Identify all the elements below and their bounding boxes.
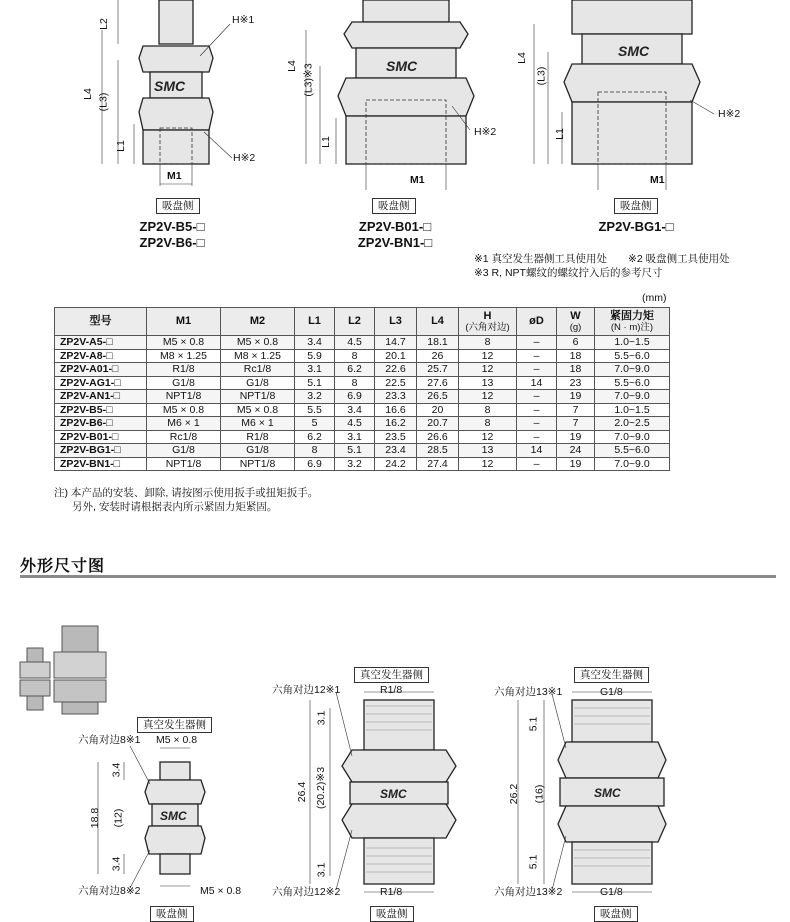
header-w-main: W xyxy=(570,309,581,322)
cell-m2: NPT1/8 xyxy=(221,457,295,471)
cell-m1: M6 × 1 xyxy=(147,417,221,431)
right-dim-middle: (16) xyxy=(533,784,546,804)
top-notes xyxy=(474,252,730,280)
cell-l1: 3.2 xyxy=(295,390,335,404)
cell-model: ZP2V-AN1-□ xyxy=(55,390,147,404)
cell-model: ZP2V-A5-□ xyxy=(55,336,147,350)
cell-l3: 16.6 xyxy=(375,403,417,417)
table-row xyxy=(55,403,670,417)
table-unit: (mm) xyxy=(642,292,667,304)
cell-l3: 22.5 xyxy=(375,376,417,390)
top-drawings xyxy=(0,0,790,200)
cell-m2: M6 × 1 xyxy=(221,417,295,431)
left-dim-overall: 18.8 xyxy=(89,807,102,829)
left-thread-top: M5 × 0.8 xyxy=(156,734,198,746)
right-model-names xyxy=(576,219,696,235)
cell-w: 19 xyxy=(557,430,595,444)
table-row xyxy=(55,349,670,363)
header-model: 型号 xyxy=(55,308,147,336)
table-row xyxy=(55,363,670,377)
header-w xyxy=(557,308,595,336)
right-brand-logo: SMC xyxy=(618,43,650,59)
table-row xyxy=(55,376,670,390)
right-m1-label: M1 xyxy=(650,174,665,186)
right-hex-top: 六角对边13※1 xyxy=(494,686,563,698)
table-row xyxy=(55,444,670,458)
table-row xyxy=(55,457,670,471)
cell-w: 18 xyxy=(557,363,595,377)
right-dim-bottom: 5.1 xyxy=(527,854,540,870)
cell-l1: 3.1 xyxy=(295,363,335,377)
cell-m1: NPT1/8 xyxy=(147,457,221,471)
cell-w: 19 xyxy=(557,457,595,471)
cell-od: – xyxy=(517,390,557,404)
header-m2: M2 xyxy=(221,308,295,336)
cell-l2: 4.5 xyxy=(335,417,375,431)
middle-dim-middle: (20.2)※3 xyxy=(315,766,328,810)
cell-od: – xyxy=(517,403,557,417)
cell-l4: 27.4 xyxy=(417,457,459,471)
cell-od: – xyxy=(517,417,557,431)
cell-l2: 3.1 xyxy=(335,430,375,444)
left-dim-middle: (12) xyxy=(112,808,125,828)
left-dim-top: 3.4 xyxy=(110,762,123,778)
spec-table-body xyxy=(55,336,670,471)
cell-l4: 18.1 xyxy=(417,336,459,350)
cell-torque: 1.0~1.5 xyxy=(595,336,670,350)
table-row xyxy=(55,430,670,444)
header-l1: L1 xyxy=(295,308,335,336)
middle-top-hex xyxy=(344,22,468,48)
left-top-thread xyxy=(159,0,193,44)
cell-torque: 7.0~9.0 xyxy=(595,363,670,377)
cell-model: ZP2V-BG1-□ xyxy=(55,444,147,458)
cell-torque: 5.5~6.0 xyxy=(595,376,670,390)
left-model-names xyxy=(112,219,232,251)
middle-l4-label: L4 xyxy=(285,60,298,72)
cell-m2: M5 × 0.8 xyxy=(221,403,295,417)
cell-h: 13 xyxy=(459,444,517,458)
cell-l2: 3.4 xyxy=(335,403,375,417)
header-l2: L2 xyxy=(335,308,375,336)
cell-l3: 14.7 xyxy=(375,336,417,350)
left-suction-side-bottom-label: 吸盘侧 xyxy=(150,906,194,922)
header-od: øD xyxy=(517,308,557,336)
right-thread-top: G1/8 xyxy=(600,686,623,698)
header-torque-sub: (N · m)注) xyxy=(610,321,654,333)
cell-torque: 5.5~6.0 xyxy=(595,444,670,458)
cell-m2: Rc1/8 xyxy=(221,363,295,377)
cell-m1: Rc1/8 xyxy=(147,430,221,444)
left-h2-label: H※2 xyxy=(233,152,256,164)
cell-l4: 26.6 xyxy=(417,430,459,444)
cell-l4: 26.5 xyxy=(417,390,459,404)
cell-l1: 5.5 xyxy=(295,403,335,417)
right-thread-bottom: G1/8 xyxy=(600,886,623,898)
cell-model: ZP2V-BN1-□ xyxy=(55,457,147,471)
left-l4-label: L4 xyxy=(81,88,94,100)
svg-text:SMC: SMC xyxy=(160,809,187,823)
middle-model-names xyxy=(335,219,455,251)
left-vacuum-side-label: 真空发生器侧 xyxy=(137,717,212,733)
left-suction-side-label: 吸盘侧 xyxy=(156,198,200,214)
middle-hex-top: 六角对边12※1 xyxy=(272,684,341,696)
left-l1-label: L1 xyxy=(114,140,127,152)
cell-l1: 8 xyxy=(295,444,335,458)
right-vacuum-side-label: 真空发生器侧 xyxy=(574,667,649,683)
cell-m2: M8 × 1.25 xyxy=(221,349,295,363)
cell-od: – xyxy=(517,349,557,363)
bottom-notes xyxy=(54,486,318,514)
cell-w: 7 xyxy=(557,417,595,431)
middle-thread-top: R1/8 xyxy=(380,684,403,696)
middle-dim-top: 3.1 xyxy=(315,710,328,726)
cell-l4: 20 xyxy=(417,403,459,417)
cell-h: 12 xyxy=(459,457,517,471)
spec-table xyxy=(54,307,670,471)
cell-l4: 28.5 xyxy=(417,444,459,458)
middle-m1-label: M1 xyxy=(410,174,425,186)
table-row xyxy=(55,336,670,350)
cell-torque: 7.0~9.0 xyxy=(595,457,670,471)
model-name: ZP2V-BG1-□ xyxy=(598,219,674,234)
middle-bottom-hex xyxy=(338,78,474,116)
middle-thread-bottom: R1/8 xyxy=(380,886,403,898)
cell-h: 12 xyxy=(459,390,517,404)
left-bottom-hex xyxy=(139,98,213,130)
header-w-sub: (g) xyxy=(569,321,582,333)
cell-l4: 26 xyxy=(417,349,459,363)
cell-od: – xyxy=(517,457,557,471)
middle-vacuum-side-label: 真空发生器侧 xyxy=(354,667,429,683)
left-thread-bottom: M5 × 0.8 xyxy=(200,885,242,897)
left-hex-top: 六角对边8※1 xyxy=(78,734,141,746)
middle-dim-bottom: 3.1 xyxy=(315,862,328,878)
table-row xyxy=(55,417,670,431)
right-l1-label: L1 xyxy=(553,128,566,140)
cell-l3: 23.3 xyxy=(375,390,417,404)
right-l3-label: (L3) xyxy=(535,66,548,86)
cell-h: 12 xyxy=(459,363,517,377)
section-title: 外形尺寸图 xyxy=(20,558,106,575)
left-brand-logo: SMC xyxy=(154,78,186,94)
cell-w: 18 xyxy=(557,349,595,363)
model-name: ZP2V-BN1-□ xyxy=(357,235,433,250)
header-h xyxy=(459,308,517,336)
right-suction-side-bottom-label: 吸盘侧 xyxy=(594,906,638,922)
header-torque xyxy=(595,308,670,336)
cell-h: 8 xyxy=(459,417,517,431)
cell-m1: M5 × 0.8 xyxy=(147,403,221,417)
cell-m1: G1/8 xyxy=(147,376,221,390)
cell-l2: 4.5 xyxy=(335,336,375,350)
cell-torque: 7.0~9.0 xyxy=(595,430,670,444)
left-h1-label: H※1 xyxy=(232,14,255,26)
middle-h2-label: H※2 xyxy=(474,126,497,138)
cell-l4: 27.6 xyxy=(417,376,459,390)
cell-torque: 5.5~6.0 xyxy=(595,349,670,363)
header-torque-main: 紧固力矩 xyxy=(610,309,654,322)
cell-od: 14 xyxy=(517,444,557,458)
cell-od: – xyxy=(517,363,557,377)
right-l4-label: L4 xyxy=(515,52,528,64)
middle-dim-overall: 26.4 xyxy=(296,781,309,803)
product-photo-small xyxy=(20,648,50,710)
cell-h: 12 xyxy=(459,349,517,363)
cell-l1: 5.9 xyxy=(295,349,335,363)
cell-l3: 22.6 xyxy=(375,363,417,377)
cell-model: ZP2V-B01-□ xyxy=(55,430,147,444)
cell-l3: 24.2 xyxy=(375,457,417,471)
cell-l1: 5.1 xyxy=(295,376,335,390)
left-m1-label: M1 xyxy=(167,170,182,182)
header-l3: L3 xyxy=(375,308,417,336)
cell-m2: G1/8 xyxy=(221,376,295,390)
cell-m2: G1/8 xyxy=(221,444,295,458)
left-hex-bottom: 六角对边8※2 xyxy=(78,885,141,897)
cell-h: 8 xyxy=(459,336,517,350)
cell-l3: 16.2 xyxy=(375,417,417,431)
cell-l1: 3.4 xyxy=(295,336,335,350)
cell-l2: 5.1 xyxy=(335,444,375,458)
middle-l3-label: (L3)※3 xyxy=(302,63,315,97)
cell-m2: R1/8 xyxy=(221,430,295,444)
model-name: ZP2V-B6-□ xyxy=(139,235,205,250)
note-line: ※3 R, NPT螺纹的螺纹拧入后的参考尺寸 xyxy=(474,267,663,279)
right-h2-label: H※2 xyxy=(718,108,741,120)
cell-m1: M8 × 1.25 xyxy=(147,349,221,363)
cell-h: 12 xyxy=(459,430,517,444)
cell-l2: 6.9 xyxy=(335,390,375,404)
left-dim-bottom: 3.4 xyxy=(110,856,123,872)
cell-l2: 3.2 xyxy=(335,457,375,471)
cell-od: – xyxy=(517,336,557,350)
cell-l4: 25.7 xyxy=(417,363,459,377)
left-top-hex xyxy=(139,46,213,72)
cell-model: ZP2V-B6-□ xyxy=(55,417,147,431)
header-h-sub: (六角对边) xyxy=(465,321,510,333)
model-name: ZP2V-B5-□ xyxy=(139,219,205,234)
product-photo-large xyxy=(54,626,106,714)
model-name: ZP2V-B01-□ xyxy=(358,219,432,234)
right-suction-side-label: 吸盘侧 xyxy=(614,198,658,214)
cell-l2: 6.2 xyxy=(335,363,375,377)
right-dim-top: 5.1 xyxy=(527,716,540,732)
note-line: 注) 本产品的安装、卸除, 请按图示使用扳手或扭矩扳手。 xyxy=(54,487,319,499)
svg-text:SMC: SMC xyxy=(380,787,407,801)
cell-w: 7 xyxy=(557,403,595,417)
cell-l1: 6.2 xyxy=(295,430,335,444)
cell-l3: 20.1 xyxy=(375,349,417,363)
cell-w: 24 xyxy=(557,444,595,458)
cell-model: ZP2V-A8-□ xyxy=(55,349,147,363)
middle-suction-side-bottom-label: 吸盘侧 xyxy=(370,906,414,922)
cell-torque: 7.0~9.0 xyxy=(595,390,670,404)
cell-h: 13 xyxy=(459,376,517,390)
cell-w: 6 xyxy=(557,336,595,350)
note-line: 另外, 安装时请根据表内所示紧固力矩紧固。 xyxy=(72,501,278,513)
cell-torque: 1.0~1.5 xyxy=(595,403,670,417)
table-row xyxy=(55,390,670,404)
cell-m1: R1/8 xyxy=(147,363,221,377)
middle-brand-logo: SMC xyxy=(386,58,418,74)
cell-h: 8 xyxy=(459,403,517,417)
right-dim-overall: 26.2 xyxy=(508,783,521,805)
section-rule xyxy=(20,575,776,578)
cell-torque: 2.0~2.5 xyxy=(595,417,670,431)
cell-od: 14 xyxy=(517,376,557,390)
cell-w: 19 xyxy=(557,390,595,404)
cell-model: ZP2V-B5-□ xyxy=(55,403,147,417)
cell-l3: 23.4 xyxy=(375,444,417,458)
middle-suction-side-label: 吸盘侧 xyxy=(372,198,416,214)
cell-l1: 5 xyxy=(295,417,335,431)
cell-l3: 23.5 xyxy=(375,430,417,444)
cell-m2: NPT1/8 xyxy=(221,390,295,404)
left-l3-label: (L3) xyxy=(97,92,110,112)
cell-model: ZP2V-AG1-□ xyxy=(55,376,147,390)
cell-m1: G1/8 xyxy=(147,444,221,458)
cell-m1: NPT1/8 xyxy=(147,390,221,404)
cell-od: – xyxy=(517,430,557,444)
cell-w: 23 xyxy=(557,376,595,390)
middle-hex-bottom: 六角对边12※2 xyxy=(272,886,341,898)
cell-l4: 20.7 xyxy=(417,417,459,431)
cell-l1: 6.9 xyxy=(295,457,335,471)
header-m1: M1 xyxy=(147,308,221,336)
cell-m2: M5 × 0.8 xyxy=(221,336,295,350)
note-line: ※1 真空发生器侧工具使用处 ※2 吸盘侧工具使用处 xyxy=(474,253,730,265)
svg-text:SMC: SMC xyxy=(594,786,621,800)
cell-l2: 8 xyxy=(335,376,375,390)
left-l2-label: L2 xyxy=(97,18,110,30)
table-header-row xyxy=(55,308,670,336)
right-bottom-hex xyxy=(564,64,700,102)
cell-m1: M5 × 0.8 xyxy=(147,336,221,350)
header-h-main: H xyxy=(483,309,492,322)
cell-model: ZP2V-A01-□ xyxy=(55,363,147,377)
cell-l2: 8 xyxy=(335,349,375,363)
header-l4: L4 xyxy=(417,308,459,336)
middle-l1-label: L1 xyxy=(319,136,332,148)
right-hex-bottom: 六角对边13※2 xyxy=(494,886,563,898)
